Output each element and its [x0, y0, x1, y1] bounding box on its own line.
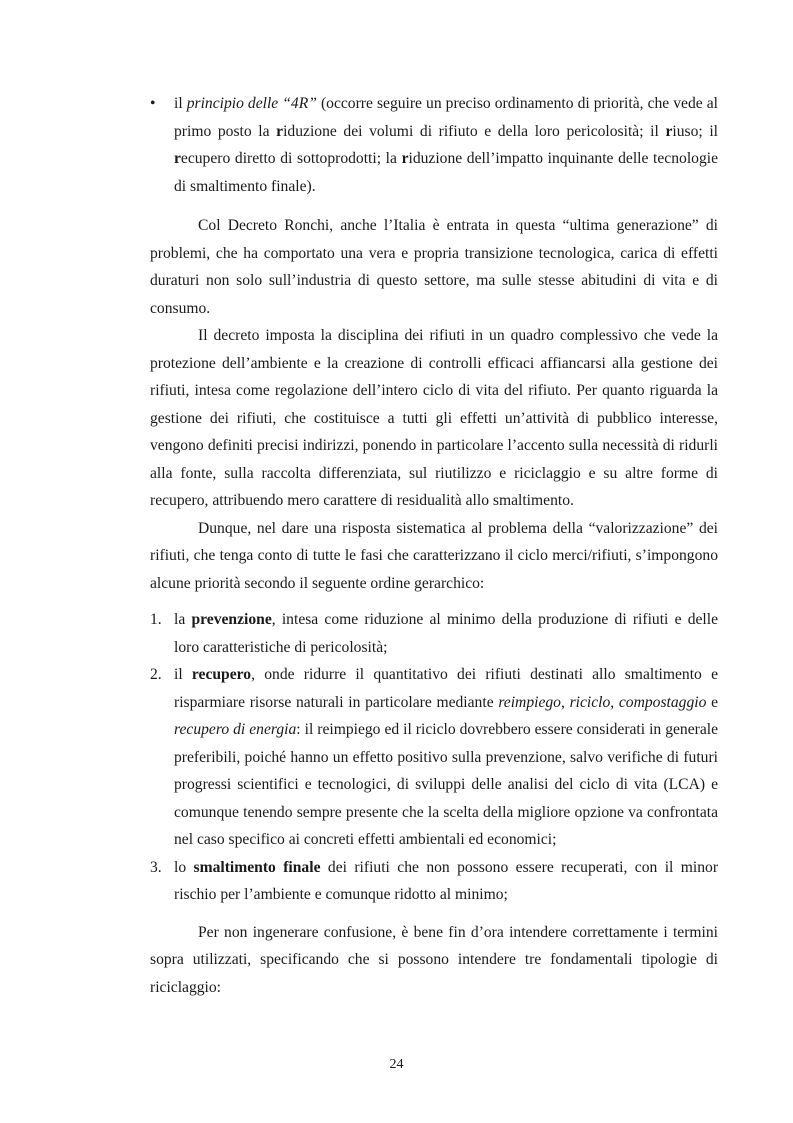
bullet-marker: • — [150, 95, 156, 112]
bold-letter: r — [174, 150, 181, 167]
italic-term: compostaggio — [618, 693, 707, 711]
bold-letter: r — [665, 122, 673, 140]
bold-letter: r — [276, 122, 284, 140]
bold-term: recupero — [191, 666, 252, 683]
text-run: iuso; il — [672, 122, 719, 140]
list-item-smaltimento — [150, 854, 718, 909]
page-number: 24 — [389, 1057, 404, 1072]
paragraph-priorita: Dunque, nel dare una risposta sistematica al problema della “valorizzazione” dei rifiuti, che tenga conto di tutte le fasi che caratterizzano il ciclo merci/rifiuti, s’impongono alcune priorità secondo il seguente ordine gerarchico: — [150, 519, 718, 592]
text-run: , — [560, 693, 570, 711]
text-run: , — [610, 693, 619, 711]
text-run: il — [174, 666, 192, 683]
bullet-4r-principle — [150, 90, 718, 200]
list-number: 2. — [150, 666, 162, 683]
text-run: (occorre seguire un preciso ordinamento di priorità, che vede al primo posto la — [174, 95, 718, 140]
priority-list — [150, 606, 718, 909]
paragraph-decreto-ronchi: Col Decreto Ronchi, anche l’Italia è entrata in questa “ultima generazione” di problemi, che ha comportato una vera e propria transizione tecnologica, carica di effetti duraturi non solo sull’industria di questo settore, ma sulle stesse abitudini di vita e di consumo. — [150, 217, 718, 317]
text-run: e — [706, 693, 718, 711]
italic-term: principio delle “4R” — [186, 95, 317, 112]
text-run: il — [174, 95, 187, 112]
text-run: , intesa come riduzione al minimo della produzione di rifiuti e delle loro caratteristiche di pericolosità; — [174, 611, 719, 656]
list-item-prevenzione — [150, 606, 718, 661]
text-run: iduzione dei volumi di rifiuto e della loro pericolosità; il — [283, 122, 666, 140]
text-run: dei rifiuti che non possono essere recuperati, con il minor rischio per l’ambiente e comunque ridotto al minimo; — [174, 858, 719, 903]
bold-term: smaltimento finale — [193, 858, 321, 876]
italic-term: riciclo — [569, 693, 611, 711]
list-item-recupero — [150, 661, 718, 854]
text-run: lo — [174, 858, 194, 876]
list-number: 1. — [150, 611, 162, 628]
page-body — [150, 90, 718, 1001]
text-run: la — [174, 611, 192, 628]
paragraph-disciplina-rifiuti: Il decreto imposta la disciplina dei rifiuti in un quadro complessivo che vede la protezione dell’ambiente e la creazione di controlli efficaci affiancarsi alla gestione dei rifiuti, intesa come regolazione dell’intero ciclo di vita del rifiuto. Per quanto riguarda la gestione dei rifiuti, che costituisce a tutti gli effetti un’attività di pubblico interesse, vengono definiti precisi indirizzi, ponendo in particolare l’accento sulla necessità di ridurli alla fonte, sulla raccolta differenziata, sul riutilizzo e riciclaggio e su altre forme di recupero, attribuendo mero carattere di residualità allo smaltimento. — [150, 327, 718, 509]
bold-term: prevenzione — [191, 611, 272, 628]
text-run: iduzione dell’impatto inquinante delle tecnologie di smaltimento finale). — [174, 150, 718, 195]
text-run: ecupero diretto di sottoprodotti; la — [180, 150, 402, 167]
italic-term: reimpiego — [498, 693, 561, 711]
text-run: , onde ridurre il quantitativo dei rifiuti destinati allo smaltimento e risparmiare risorse naturali in particolare mediante — [174, 666, 718, 711]
bold-letter: r — [401, 150, 409, 167]
list-number: 3. — [150, 858, 162, 876]
text-run: : il reimpiego ed il riciclo dovrebbero essere considerati in generale preferibili, poiché hanno un effetto positivo sulla prevenzione, salvo verifiche di futuri progressi scientifici e tecnologici, di sviluppi delle analisi del ciclo di vita (LCA) e comunque tenendo sempre presente che la scelta della migliore opzione va confrontata nel caso specifico ai concreti effetti ambientali ed economici; — [174, 721, 718, 848]
paragraph-tipologie-riciclaggio: Per non ingenerare confusione, è bene fin d’ora intendere correttamente i termini sopra utilizzati, specificando che si possono intendere tre fondamentali tipologie di riciclaggio: — [150, 923, 718, 996]
italic-term: recupero di energia — [174, 721, 297, 738]
